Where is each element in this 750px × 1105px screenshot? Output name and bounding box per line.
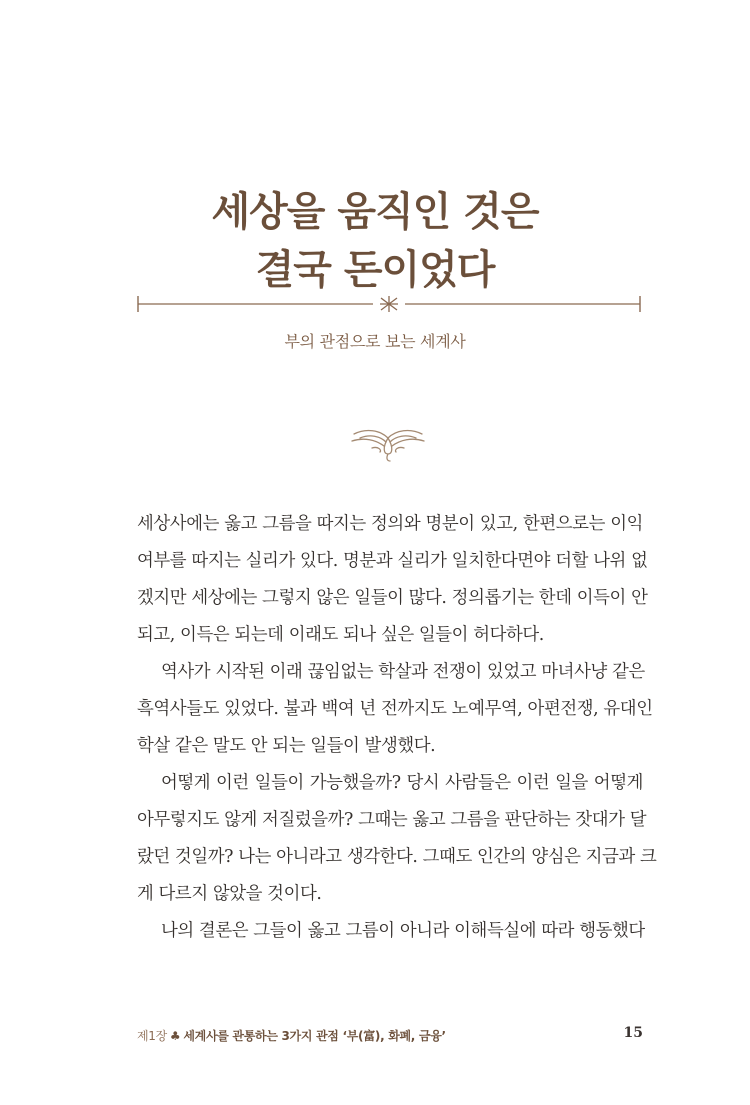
page-title-line-1: 세상을 움직인 것은 <box>211 188 539 235</box>
page-title-line-2: 결국 돈이었다 <box>255 246 495 293</box>
running-footer-chapter <box>137 1027 446 1044</box>
title-divider-rule <box>137 293 641 315</box>
body-line: 여부를 따지는 실리가 있다. 명분과 실리가 일치한다면야 더할 나위 없 <box>137 551 648 571</box>
body-text <box>137 509 657 953</box>
body-line: 아무렇지도 않게 저질렀을까? 그때는 옳고 그름을 판단하는 잣대가 달 <box>137 810 647 830</box>
asterisk-icon <box>380 296 398 312</box>
body-line: 학살 같은 말도 안 되는 일들이 발생했다. <box>137 736 436 756</box>
body-line: 되고, 이득은 되는데 이래도 되나 싶은 일들이 허다하다. <box>137 625 544 645</box>
body-line: 랐던 것일까? 나는 아니라고 생각한다. 그때도 인간의 양심은 지금과 크 <box>137 847 657 867</box>
chapter-title: 세계사를 관통하는 3가지 관점 ‘부(富), 화폐, 금융’ <box>183 1029 446 1043</box>
body-line: 겠지만 세상에는 그렇지 않은 일들이 많다. 정의롭기는 한데 이득이 안 <box>137 588 648 608</box>
body-line: 역사가 시작된 이래 끊임없는 학살과 전쟁이 있었고 마녀사냥 같은 <box>161 662 645 682</box>
body-line: 흑역사들도 있었다. 불과 백여 년 전까지도 노예무역, 아편전쟁, 유대인 <box>137 699 653 719</box>
body-line: 어떻게 이런 일들이 가능했을까? 당시 사람들은 이런 일을 어떻게 <box>161 773 643 793</box>
chapter-number: 제1장 <box>137 1029 167 1043</box>
page-footer <box>137 1027 643 1047</box>
page-subtitle: 부의 관점으로 보는 세계사 <box>284 332 466 351</box>
club-icon: ♣ <box>169 1029 181 1043</box>
body-line: 나의 결론은 그들이 옳고 그름이 아니라 이해득실에 따라 행동했다 <box>161 921 645 941</box>
flourish-ornament-icon <box>350 424 426 464</box>
body-line: 게 다르지 않았을 것이다. <box>137 884 322 904</box>
body-line: 세상사에는 옳고 그름을 따지는 정의와 명분이 있고, 한편으로는 이익 <box>137 514 643 534</box>
page-number: 15 <box>623 1025 643 1041</box>
